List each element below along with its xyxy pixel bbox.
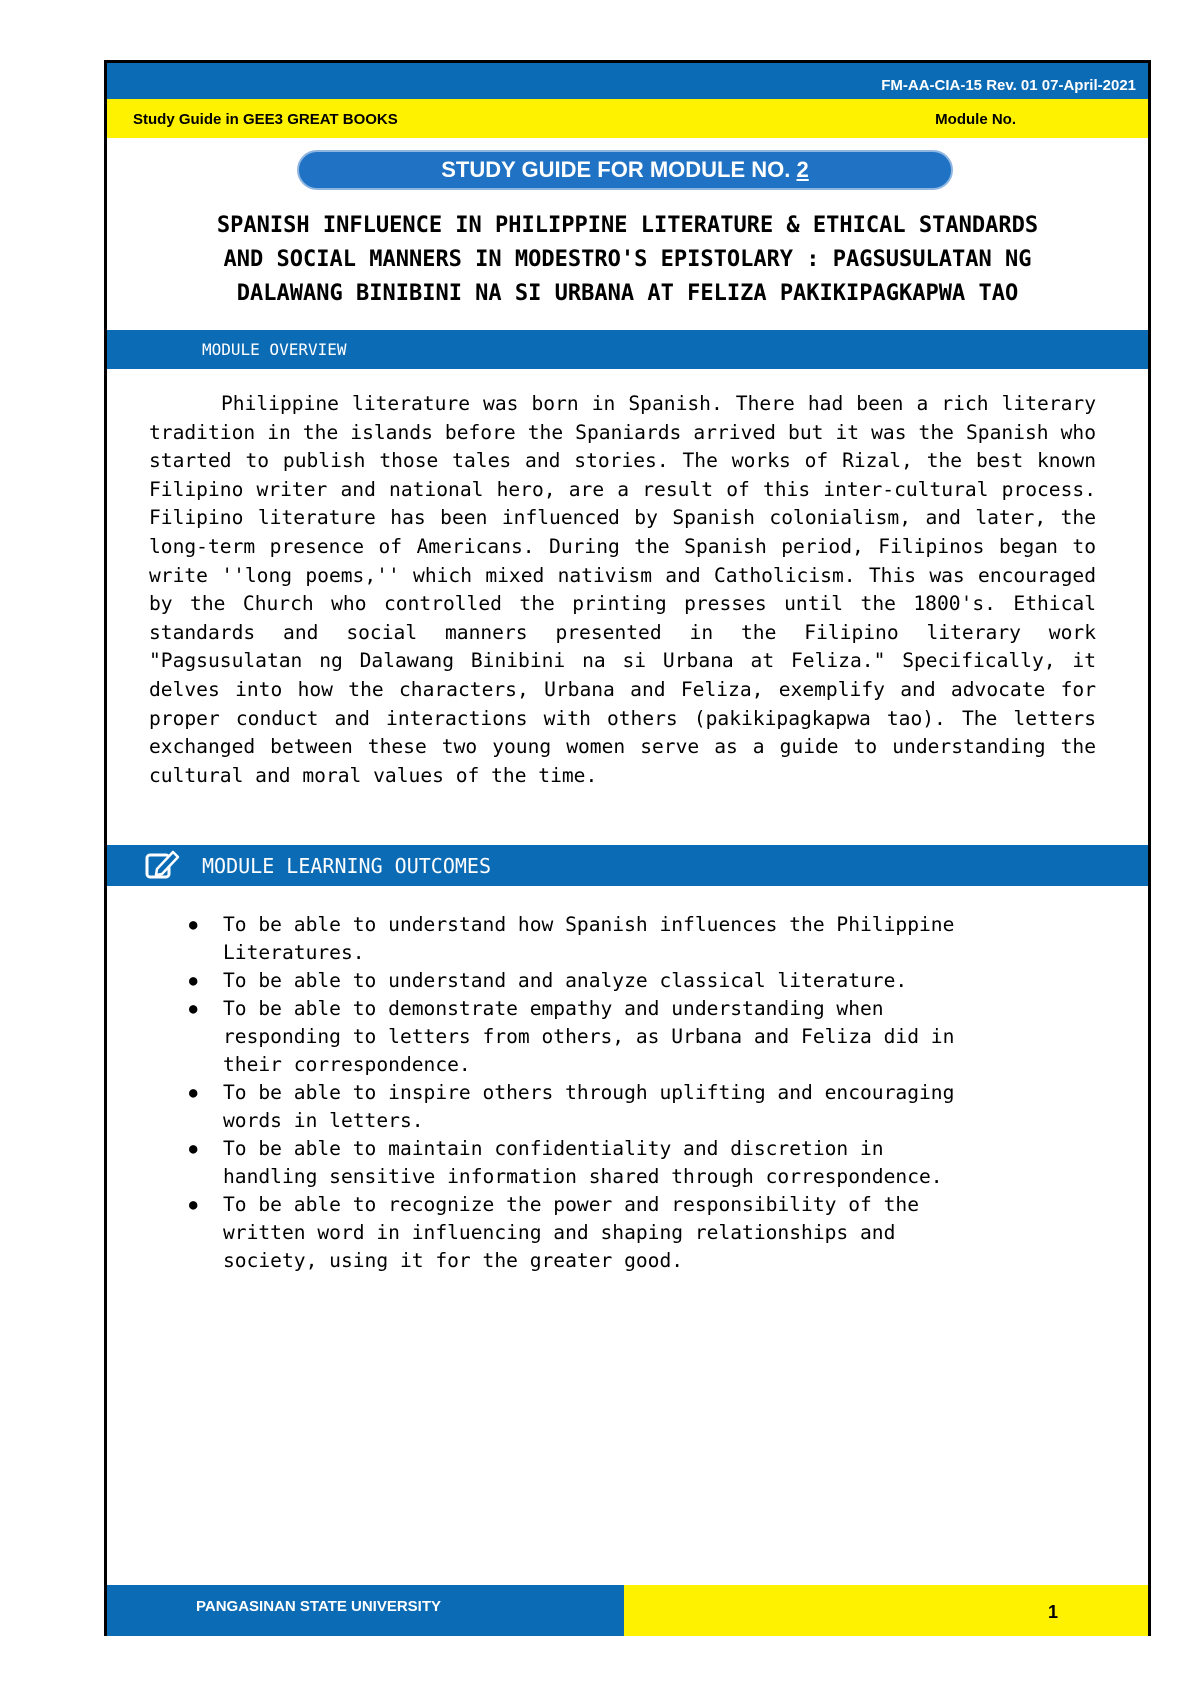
overview-text: Philippine literature was born in Spanish. There had been a rich literary tradition in the islands before the Spaniards arrived but it was the Spanish who started to publish those tales and stories. The works of Rizal, the best known Filipino writer and national hero, are a result of this inter-cultural process. Filipino literature has been influenced by Spanish colonialism, and later, the long-term presence of Americans. During the Spanish period, Filipinos began to write ''long poems,'' which mixed nativism and Catholicism. This was encouraged by the Church who controlled the printing presses until the 1800's. Ethical standards and social manners presented in the Filipino literary work "Pagsusulatan ng Dalawang Binibini na si Urbana at Feliza." Specifically, it delves into how the characters, Urbana and Feliza, exemplify and advocate for proper conduct and interactions with others (pakikipagkapwa tao). The letters exchanged between these two young women serve as a guide to understanding the cultural and moral values of the time.: [149, 392, 1096, 787]
outcomes-list: [107, 911, 1107, 1275]
list-item: ● To be able to understand and analyze classical literature.: [107, 967, 1107, 995]
form-code: FM-AA-CIA-15 Rev. 01 07-April-2021: [881, 77, 1136, 94]
study-guide-banner: [297, 150, 953, 190]
list-item: ● To be able to maintain confidentiality and discretion in handling sensitive information shared through correspondence.: [189, 1137, 943, 1188]
bullet-icon: ●: [189, 917, 198, 933]
bullet-icon: ●: [189, 1001, 198, 1017]
footer-university: PANGASINAN STATE UNIVERSITY: [196, 1598, 442, 1615]
bullet-icon: ●: [189, 1141, 198, 1157]
module-title: [107, 209, 1148, 311]
banner-module-number: 2: [796, 157, 809, 182]
study-guide-label: Study Guide in GEE3 GREAT BOOKS: [133, 111, 398, 128]
outcomes-heading: MODULE LEARNING OUTCOMES: [202, 854, 491, 878]
title-line: SPANISH INFLUENCE IN PHILIPPINE LITERATURE & ETHICAL STANDARDS: [216, 213, 1039, 238]
pencil-square-icon: [145, 849, 181, 881]
list-item: ● To be able to inspire others through uplifting and encouraging words in letters.: [189, 1081, 955, 1132]
bullet-icon: ●: [189, 1085, 198, 1101]
page-number: 1: [1048, 1602, 1059, 1622]
footer-yellow-bar: [624, 1585, 1148, 1636]
list-item: ● To be able to recognize the power and responsibility of the written word in influencing and shaping relationships and society, using it for the greater good.: [189, 1193, 919, 1272]
bullet-icon: ●: [189, 973, 198, 989]
title-line: AND SOCIAL MANNERS IN MODESTRO'S EPISTOLARY : PAGSUSULATAN NG: [223, 247, 1032, 272]
banner-label: STUDY GUIDE FOR MODULE NO.: [441, 157, 791, 182]
list-item: ● To be able to understand how Spanish influences the Philippine Literatures.: [189, 913, 955, 964]
list-item: ● To be able to demonstrate empathy and understanding when responding to letters from others, as Urbana and Feliza did in their correspondence.: [189, 997, 955, 1076]
module-no-label: Module No.: [935, 111, 1016, 128]
bullet-icon: ●: [189, 1197, 198, 1213]
overview-heading: MODULE OVERVIEW: [202, 340, 347, 359]
page-frame: [104, 60, 1151, 1636]
title-line: DALAWANG BINIBINI NA SI URBANA AT FELIZA PAKIKIPAGKAPWA TAO: [236, 281, 1019, 306]
